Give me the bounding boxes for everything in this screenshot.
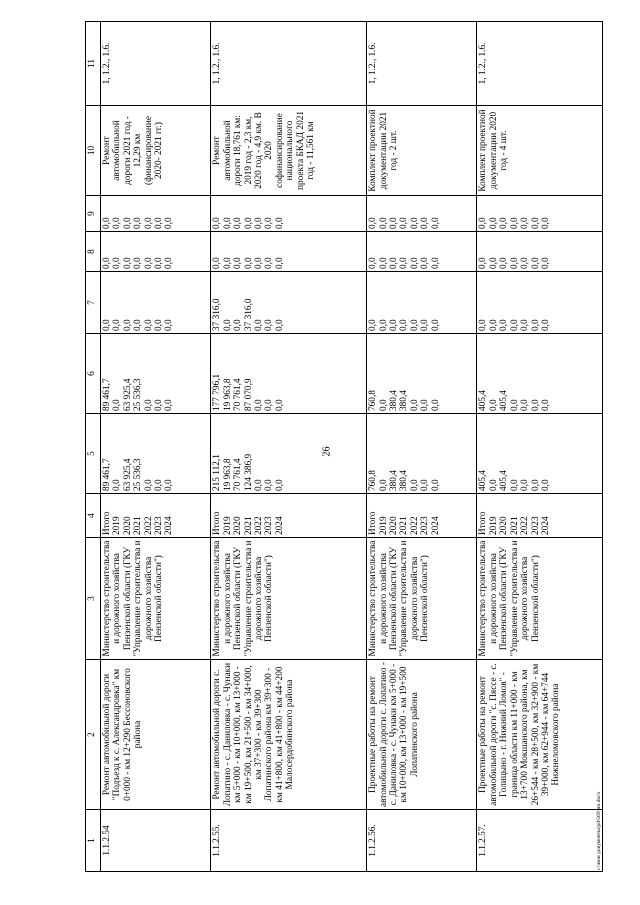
regional-budget-value: 0,0 <box>509 399 520 411</box>
table-row <box>477 22 603 872</box>
row-number: 1.1.2.54 <box>101 810 211 872</box>
year-list-value: Итого <box>212 511 223 535</box>
year-list-value: Итого <box>368 511 379 535</box>
total-funding-value: 0,0 <box>112 479 123 491</box>
regional-budget-value: 0,0 <box>253 399 264 411</box>
other-sources-value: 0,0 <box>274 217 285 229</box>
row-number: 1.1.2.57. <box>477 810 603 872</box>
federal-budget-value: 0,0 <box>520 319 531 331</box>
local-budget <box>101 232 211 272</box>
total-funding-value: 0,0 <box>409 479 420 491</box>
expected-result: Комплект проектной документации 2020 год - 4 шт. <box>477 106 603 196</box>
total-funding-value: 760,8 <box>368 470 379 491</box>
federal-budget-value: 0,0 <box>530 319 541 331</box>
year-list-value: 2021 <box>399 516 410 535</box>
regional-budget-value: 380,4 <box>399 390 410 411</box>
page-number: 26 <box>321 446 333 457</box>
federal-budget-value: 0,0 <box>143 319 154 331</box>
local-budget <box>367 232 477 272</box>
local-budget-value: 0,0 <box>378 257 389 269</box>
other-sources-value: 0,0 <box>409 217 420 229</box>
other-sources <box>477 196 603 232</box>
regional-budget-value: 0,0 <box>430 399 441 411</box>
year-list-value: 2020 <box>233 516 244 535</box>
regional-budget-value: 0,0 <box>112 399 123 411</box>
year-list-value: 2019 <box>378 516 389 535</box>
total-funding-value: 124 386,9 <box>243 453 254 491</box>
col-header-6: 6 <box>86 334 101 414</box>
local-budget-value: 0,0 <box>164 257 175 269</box>
local-budget-value: 0,0 <box>222 257 233 269</box>
year-list-value: Итого <box>102 511 112 535</box>
regional-budget-value: 760,8 <box>368 390 379 411</box>
local-budget-value: 0,0 <box>530 257 541 269</box>
year-list-value: 2023 <box>420 516 431 535</box>
federal-budget-value: 0,0 <box>378 319 389 331</box>
regional-budget-value: 0,0 <box>488 399 499 411</box>
other-sources-value: 0,0 <box>478 217 489 229</box>
total-funding-value: 0,0 <box>509 479 520 491</box>
year-list-value: 2023 <box>154 516 165 535</box>
table-row <box>101 22 211 872</box>
local-budget-value: 0,0 <box>264 257 275 269</box>
federal-budget-value: 0,0 <box>399 319 410 331</box>
col-header-8: 8 <box>86 232 101 272</box>
regional-budget-value: 0,0 <box>164 399 175 411</box>
other-sources-value: 0,0 <box>122 217 133 229</box>
local-budget-value: 0,0 <box>540 257 551 269</box>
col-header-11: 11 <box>86 22 101 106</box>
local-budget-value: 0,0 <box>430 257 441 269</box>
other-sources-value: 0,0 <box>233 217 244 229</box>
federal-budget-value: 0,0 <box>222 319 233 331</box>
federal-budget-value: 0,0 <box>253 319 264 331</box>
federal-budget <box>101 272 211 334</box>
regional-budget-value: 177 796,1 <box>212 373 223 411</box>
expected-result: Ремонт автомобильной дороги 2021 год - 12,29 км (финансирование 2020- 2021 гг.) <box>101 106 211 196</box>
total-funding <box>367 414 477 494</box>
year-list <box>211 494 367 538</box>
year-list-value: Итого <box>478 511 489 535</box>
federal-budget <box>211 272 367 334</box>
local-budget-value: 0,0 <box>112 257 123 269</box>
total-funding-value: 63 925,4 <box>122 458 133 491</box>
col-header-2: 2 <box>86 660 101 810</box>
year-list-value: 2021 <box>243 516 254 535</box>
total-funding-value: 70 761,4 <box>233 458 244 491</box>
regional-budget <box>211 334 367 414</box>
other-sources <box>211 196 367 232</box>
year-list <box>101 494 211 538</box>
year-list-value: 2024 <box>274 516 285 535</box>
regional-budget-value: 25 536,3 <box>133 378 144 411</box>
measure-name: Проектные работы на ремонт автомобильной дороги "с. Пяссе - с. Голицыно - г. Нижний Ломов" - граница области км 11+000 - км 13+700 Мокшанского района, км 26+544 - км 28+500, км 32+900 - км 39+000, км 62+944 - км 64+744 Нижнеломовского района <box>477 660 603 810</box>
year-list-value: 2021 <box>133 516 144 535</box>
federal-budget-value: 0,0 <box>164 319 175 331</box>
regional-budget-value: 0,0 <box>420 399 431 411</box>
other-sources-value: 0,0 <box>378 217 389 229</box>
local-budget-value: 0,0 <box>509 257 520 269</box>
federal-budget-value: 0,0 <box>122 319 133 331</box>
local-budget-value: 0,0 <box>368 257 379 269</box>
regional-budget-value: 0,0 <box>409 399 420 411</box>
regional-budget-value: 0,0 <box>154 399 165 411</box>
footer-file-path: c:\мои документы\рd\569-пп.docx <box>596 791 602 870</box>
regional-budget-value: 0,0 <box>378 399 389 411</box>
year-list-value: 2024 <box>430 516 441 535</box>
total-funding-value: 25 536,3 <box>133 458 144 491</box>
col-header-3: 3 <box>86 538 101 660</box>
total-funding <box>477 414 603 494</box>
other-sources-value: 0,0 <box>112 217 123 229</box>
year-list-value: 2024 <box>164 516 175 535</box>
total-funding-value: 0,0 <box>154 479 165 491</box>
year-list-value: 2020 <box>388 516 399 535</box>
local-budget-value: 0,0 <box>154 257 165 269</box>
local-budget-value: 0,0 <box>143 257 154 269</box>
regional-budget-value: 89 461,7 <box>102 378 112 411</box>
other-sources-value: 0,0 <box>164 217 175 229</box>
total-funding <box>211 414 367 494</box>
regional-budget <box>101 334 211 414</box>
local-budget <box>211 232 367 272</box>
local-budget-value: 0,0 <box>122 257 133 269</box>
total-funding-value: 405,4 <box>478 470 489 491</box>
total-funding-value: 380,4 <box>399 470 410 491</box>
year-list-value: 2020 <box>499 516 510 535</box>
measure-name: Ремонт автомобильной дороги "Подъезд к с. Александровка" км 0+000 - км 12+290 Бессоновского района <box>101 660 211 810</box>
other-sources-value: 0,0 <box>388 217 399 229</box>
total-funding-value: 215 112,1 <box>212 454 223 491</box>
federal-budget-value: 0,0 <box>133 319 144 331</box>
federal-budget-value: 0,0 <box>430 319 441 331</box>
other-sources-value: 0,0 <box>143 217 154 229</box>
federal-budget-value: 0,0 <box>264 319 275 331</box>
table-row <box>211 22 367 872</box>
federal-budget-value: 0,0 <box>154 319 165 331</box>
other-sources-value: 0,0 <box>509 217 520 229</box>
total-funding-value: 0,0 <box>540 479 551 491</box>
local-budget-value: 0,0 <box>399 257 410 269</box>
expected-result: Комплект проектной документации 2021 год - 2 шт. <box>367 106 477 196</box>
total-funding-value: 0,0 <box>420 479 431 491</box>
other-sources-value: 0,0 <box>520 217 531 229</box>
year-list-value: 2019 <box>488 516 499 535</box>
row-number: 1.1.2.56. <box>367 810 477 872</box>
other-sources-value: 0,0 <box>212 217 223 229</box>
federal-budget-value: 0,0 <box>488 319 499 331</box>
regional-budget-value: 87 070,9 <box>243 378 254 411</box>
total-funding-value: 0,0 <box>520 479 531 491</box>
document-page <box>85 22 603 872</box>
total-funding-value: 405,4 <box>499 470 510 491</box>
total-funding-value: 0,0 <box>378 479 389 491</box>
local-budget-value: 0,0 <box>420 257 431 269</box>
local-budget-value: 0,0 <box>233 257 244 269</box>
local-budget-value: 0,0 <box>478 257 489 269</box>
regional-budget-value: 19 963,8 <box>222 378 233 411</box>
other-sources <box>101 196 211 232</box>
regional-budget <box>477 334 603 414</box>
other-sources-value: 0,0 <box>420 217 431 229</box>
federal-budget-value: 0,0 <box>409 319 420 331</box>
local-budget-value: 0,0 <box>409 257 420 269</box>
other-sources-value: 0,0 <box>102 217 112 229</box>
regional-budget-value: 63 925,4 <box>122 378 133 411</box>
indicator-reference: 1, 1.2., 1.6. <box>367 22 477 106</box>
other-sources-value: 0,0 <box>253 217 264 229</box>
other-sources-value: 0,0 <box>540 217 551 229</box>
col-header-5: 5 <box>86 414 101 494</box>
regional-budget-value: 70 761,4 <box>233 378 244 411</box>
regional-budget-value: 0,0 <box>530 399 541 411</box>
local-budget-value: 0,0 <box>253 257 264 269</box>
responsible-executor: Министерство строительства и дорожного хозяйства Пензенской области (ГКУ "Управление строительства и дорожного хозяйства Пензенской области") <box>211 538 367 660</box>
other-sources-value: 0,0 <box>499 217 510 229</box>
federal-budget <box>477 272 603 334</box>
total-funding-value: 0,0 <box>488 479 499 491</box>
col-header-4: 4 <box>86 494 101 538</box>
local-budget <box>477 232 603 272</box>
federal-budget-value: 0,0 <box>388 319 399 331</box>
regional-budget <box>367 334 477 414</box>
year-list-value: 2022 <box>409 516 420 535</box>
indicator-reference: 1, 1.2., 1.6. <box>101 22 211 106</box>
year-list-value: 2023 <box>264 516 275 535</box>
regional-budget-value: 0,0 <box>540 399 551 411</box>
year-list <box>367 494 477 538</box>
other-sources-value: 0,0 <box>430 217 441 229</box>
table-row <box>367 22 477 872</box>
federal-budget <box>367 272 477 334</box>
expected-result: Ремонт автомобильной дороги 18,761 км: 2019 год - 2,3 км, 2020 год - 4,9 км. В 2020 софинансирование национального проекта БКАД 2021 год - 11,561 км <box>211 106 367 196</box>
col-header-9: 9 <box>86 196 101 232</box>
year-list-value: 2022 <box>520 516 531 535</box>
total-funding-value: 0,0 <box>164 479 175 491</box>
regional-budget-value: 0,0 <box>143 399 154 411</box>
federal-budget-value: 0,0 <box>102 319 112 331</box>
total-funding-value: 0,0 <box>143 479 154 491</box>
federal-budget-value: 0,0 <box>509 319 520 331</box>
year-list-value: 2021 <box>509 516 520 535</box>
responsible-executor: Министерство строительства и дорожного хозяйства Пензенской области (ГКУ "Управление строительства и дорожного хозяйства Пензенской области") <box>367 538 477 660</box>
year-list-value: 2019 <box>222 516 233 535</box>
total-funding-value: 0,0 <box>530 479 541 491</box>
other-sources-value: 0,0 <box>530 217 541 229</box>
responsible-executor: Министерство строительства и дорожного хозяйства Пензенской области (ГКУ "Управление строительства и дорожного хозяйства Пензенской области") <box>477 538 603 660</box>
other-sources-value: 0,0 <box>154 217 165 229</box>
table-body <box>101 22 603 872</box>
responsible-executor: Министерство строительства и дорожного хозяйства Пензенской области (ГКУ "Управление строительства и дорожного хозяйства Пензенской области") <box>101 538 211 660</box>
year-list <box>477 494 603 538</box>
federal-budget-value: 0,0 <box>112 319 123 331</box>
other-sources-value: 0,0 <box>133 217 144 229</box>
indicator-reference: 1, 1.2., 1.6. <box>477 22 603 106</box>
total-funding <box>101 414 211 494</box>
total-funding-value: 0,0 <box>264 479 275 491</box>
local-budget-value: 0,0 <box>102 257 112 269</box>
local-budget-value: 0,0 <box>133 257 144 269</box>
regional-budget-value: 0,0 <box>264 399 275 411</box>
year-list-value: 2020 <box>122 516 133 535</box>
regional-budget-value: 380,4 <box>388 390 399 411</box>
other-sources-value: 0,0 <box>368 217 379 229</box>
federal-budget-value: 0,0 <box>478 319 489 331</box>
year-list-value: 2022 <box>143 516 154 535</box>
year-list-value: 2024 <box>540 516 551 535</box>
federal-budget-value: 0,0 <box>368 319 379 331</box>
federal-budget-value: 37 316,0 <box>243 298 254 331</box>
total-funding-value: 0,0 <box>253 479 264 491</box>
total-funding-value: 19 963,8 <box>222 458 233 491</box>
local-budget-value: 0,0 <box>499 257 510 269</box>
total-funding-value: 0,0 <box>430 479 441 491</box>
federal-budget-value: 37 316,0 <box>212 298 223 331</box>
regional-budget-value: 0,0 <box>274 399 285 411</box>
federal-budget-value: 0,0 <box>420 319 431 331</box>
row-number: 1.1.2.55. <box>211 810 367 872</box>
local-budget-value: 0,0 <box>388 257 399 269</box>
indicator-reference: 1, 1.2., 1.6. <box>211 22 367 106</box>
year-list-value: 2019 <box>112 516 123 535</box>
other-sources <box>367 196 477 232</box>
total-funding-value: 0,0 <box>274 479 285 491</box>
other-sources-value: 0,0 <box>222 217 233 229</box>
total-funding-value: 380,4 <box>388 470 399 491</box>
program-table <box>85 21 603 872</box>
federal-budget-value: 0,0 <box>499 319 510 331</box>
federal-budget-value: 0,0 <box>274 319 285 331</box>
col-header-1: 1 <box>86 810 101 872</box>
regional-budget-value: 405,4 <box>499 390 510 411</box>
header-row <box>86 22 101 872</box>
regional-budget-value: 405,4 <box>478 390 489 411</box>
other-sources-value: 0,0 <box>399 217 410 229</box>
local-budget-value: 0,0 <box>243 257 254 269</box>
total-funding-value: 89 461,7 <box>102 458 112 491</box>
col-header-10: 10 <box>86 106 101 196</box>
federal-budget-value: 0,0 <box>233 319 244 331</box>
regional-budget-value: 0,0 <box>520 399 531 411</box>
measure-name: Проектные работы на ремонт автомобильной дороги с. Лопатино - с. Даниловка - с. Чунаки км 5+000 - км 10+000, км 13+000 - км 19+500 Лопатинского района <box>367 660 477 810</box>
local-budget-value: 0,0 <box>488 257 499 269</box>
local-budget-value: 0,0 <box>212 257 223 269</box>
year-list-value: 2023 <box>530 516 541 535</box>
other-sources-value: 0,0 <box>264 217 275 229</box>
other-sources-value: 0,0 <box>243 217 254 229</box>
federal-budget-value: 0,0 <box>540 319 551 331</box>
local-budget-value: 0,0 <box>520 257 531 269</box>
other-sources-value: 0,0 <box>488 217 499 229</box>
local-budget-value: 0,0 <box>274 257 285 269</box>
year-list-value: 2022 <box>253 516 264 535</box>
measure-name: Ремонт автомобильной дороги с. Лопатино - с. Даниловка - с. Чунаки км 5+000 - км 10+000, км 13+000 - км 19+500, км 21+500 - км 34+000, км 37+300 - км 39+300 Лопатинского района км 39+300 - км 41+800, км 41+800 - км 44+200 Малосердобинского района <box>211 660 367 810</box>
col-header-7: 7 <box>86 272 101 334</box>
